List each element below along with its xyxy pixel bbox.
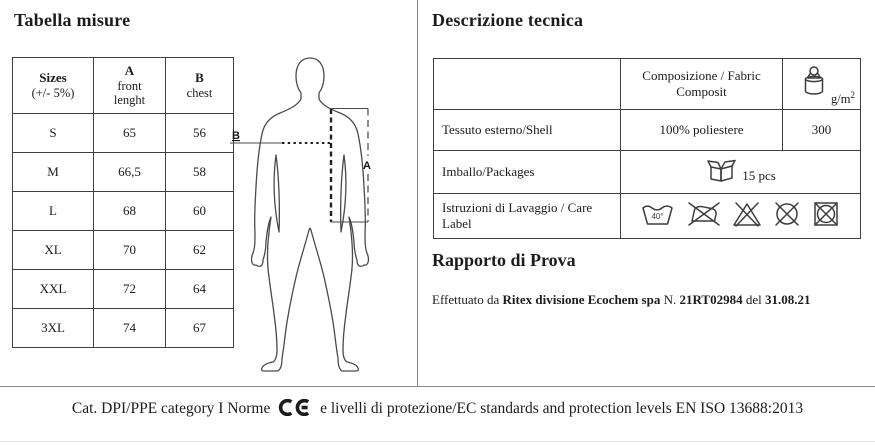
do-not-iron-icon (686, 200, 722, 232)
front-length-cell: 70 (94, 231, 166, 270)
size-cell: M (13, 153, 94, 192)
package-row (434, 151, 861, 194)
vertical-divider (417, 0, 418, 386)
chest-cell: 56 (166, 114, 234, 153)
tech-table (433, 58, 861, 239)
care-row (434, 194, 861, 239)
weight-unit-label (831, 90, 855, 107)
tech-header-composition-cell (621, 59, 783, 110)
chest-cell: 67 (166, 309, 234, 348)
tech-table-header-row (434, 59, 861, 110)
size-cell: S (13, 114, 94, 153)
size-table-header-sizes (13, 58, 94, 114)
size-table-header-front-length (94, 58, 166, 114)
report-number-prefix: N. (660, 292, 680, 307)
chest-cell: 64 (166, 270, 234, 309)
report-date-prefix: del (742, 292, 765, 307)
front-length-cell: 66,5 (94, 153, 166, 192)
chest-cell: 58 (166, 153, 234, 192)
header-a-sub1: front (117, 78, 142, 93)
front-length-cell: 72 (94, 270, 166, 309)
table-row (13, 270, 234, 309)
package-value-cell (621, 151, 861, 194)
table-row (13, 153, 234, 192)
size-cell: XL (13, 231, 94, 270)
test-report-title: Rapporto di Prova (432, 250, 576, 270)
composition-header-label: Composizione / Fabric Composit (642, 68, 761, 99)
chest-cell: 62 (166, 231, 234, 270)
header-a-main: A (124, 62, 135, 78)
front-length-cell: 68 (94, 192, 166, 231)
footer-text-before-ce: Cat. DPI/PPE category I Norme (71, 400, 275, 417)
size-table (12, 57, 234, 348)
size-cell: 3XL (13, 309, 94, 348)
human-silhouette (252, 58, 369, 371)
weight-unit-text: g/m (831, 92, 851, 106)
header-sizes-sub: (+/- 5%) (31, 85, 75, 100)
size-cell: XXL (13, 270, 94, 309)
arm-torso-slit-left (274, 155, 279, 232)
ce-mark-icon (277, 399, 313, 421)
shell-row (434, 110, 861, 151)
footer-text-after-ce: e livelli di protezione/EC standards and protection levels EN ISO 13688:2013 (316, 400, 804, 417)
size-table-title: Tabella misure (14, 10, 131, 30)
shell-weight-value: 300 (783, 110, 861, 151)
table-row (13, 192, 234, 231)
shell-composition-value: 100% poliestere (621, 110, 783, 151)
size-table-header-row (13, 58, 234, 114)
report-number: 21RT02984 (679, 292, 743, 307)
header-sizes-main: Sizes (39, 69, 67, 85)
report-date: 31.08.21 (764, 292, 811, 307)
tech-description-title: Descrizione tecnica (432, 10, 584, 30)
size-cell: L (13, 192, 94, 231)
footer-standards-line (0, 399, 875, 421)
arm-torso-slit-right (341, 155, 346, 232)
front-length-cell: 74 (94, 309, 166, 348)
front-length-cell: 65 (94, 114, 166, 153)
weight-icon (797, 65, 831, 101)
shell-label: Tessuto esterno/Shell (434, 110, 621, 151)
size-table-header-chest (166, 58, 234, 114)
test-report-line (432, 292, 810, 308)
tech-header-empty-cell (434, 59, 621, 110)
length-measure-label: A (363, 160, 371, 172)
package-label: Imballo/Packages (434, 151, 621, 194)
wash-temperature: 40° (650, 212, 664, 221)
do-not-tumble-dry-icon (811, 200, 841, 232)
header-b-main: B (195, 69, 204, 85)
care-icons-cell (621, 194, 861, 239)
tech-header-weight-cell (783, 59, 861, 110)
weight-unit-sup: 2 (850, 89, 855, 100)
package-quantity: 15 pcs (742, 168, 776, 183)
wash-40-icon (641, 200, 677, 232)
do-not-bleach-icon (731, 200, 763, 232)
report-prefix: Effettuato da (432, 292, 503, 307)
body-measurement-figure (230, 52, 414, 378)
header-a-sub2: lenght (113, 92, 146, 107)
table-row (13, 231, 234, 270)
table-row (13, 309, 234, 348)
chest-measure-label: B (232, 130, 240, 142)
do-not-dryclean-icon (772, 200, 802, 232)
chest-cell: 60 (166, 192, 234, 231)
package-box-icon (705, 156, 737, 188)
header-b-sub1: chest (186, 85, 213, 100)
table-row (13, 114, 234, 153)
report-lab-name: Ritex divisione Ecochem spa (502, 292, 661, 307)
bottom-edge-line (0, 441, 875, 442)
horizontal-divider (0, 386, 875, 387)
care-label: Istruzioni di Lavaggio / Care Label (434, 194, 621, 239)
